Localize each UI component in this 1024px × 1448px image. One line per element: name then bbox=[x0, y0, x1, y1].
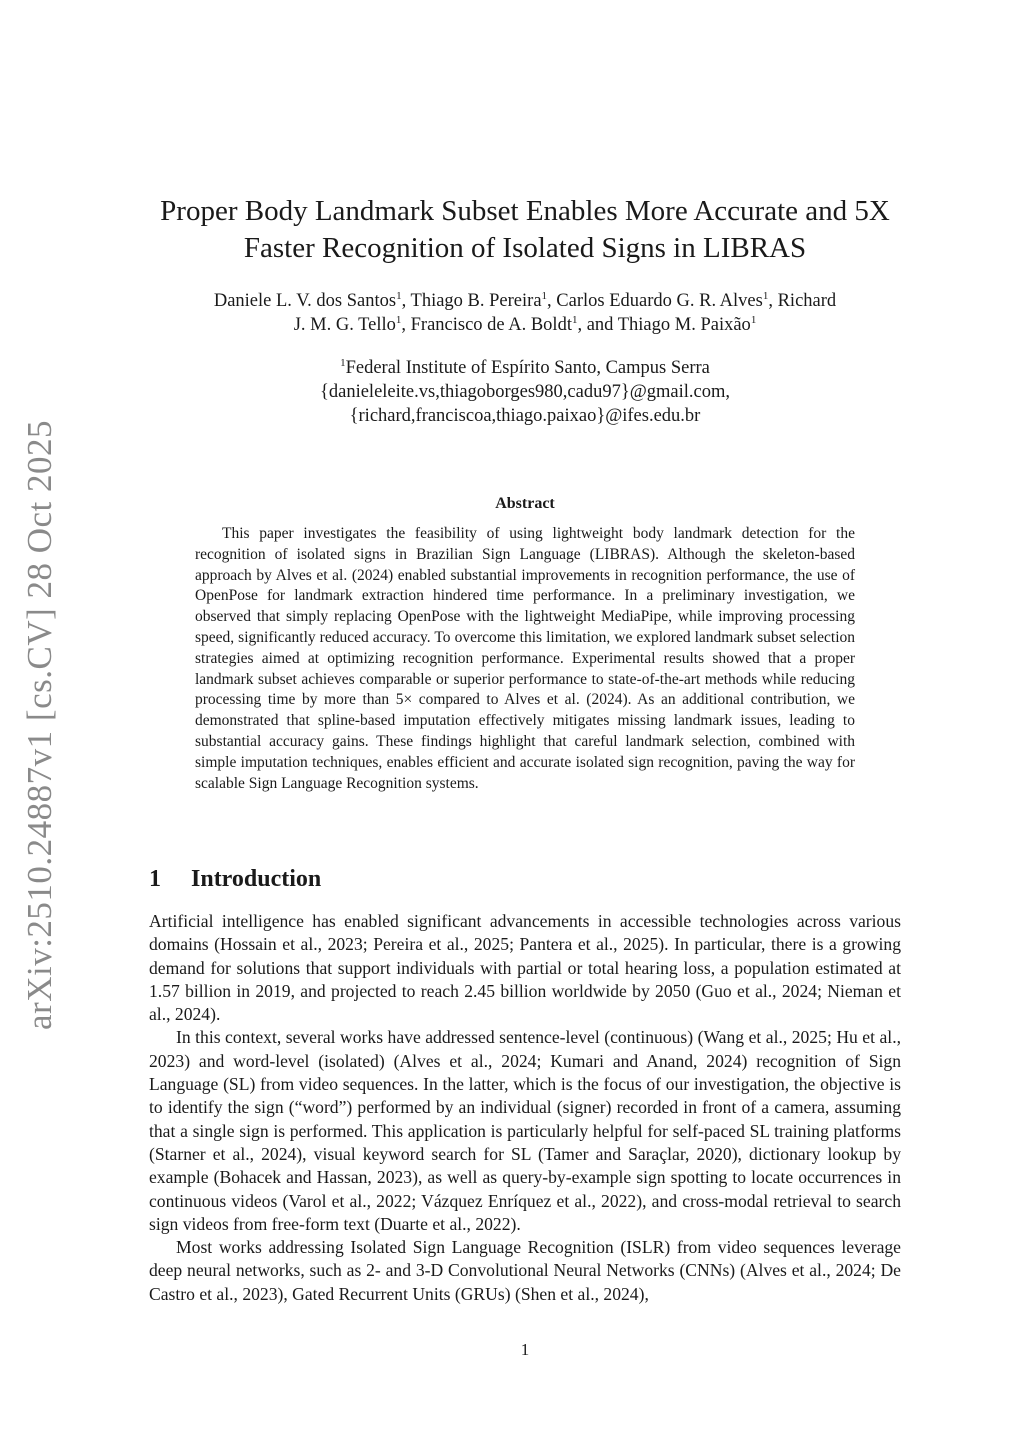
author-list bbox=[149, 289, 901, 337]
affiliation-mark: 1 bbox=[762, 289, 769, 302]
author-name-part: J. M. G. Tello bbox=[293, 315, 396, 335]
author-name: Carlos Eduardo G. R. Alves bbox=[556, 291, 763, 311]
affiliation-email-2: {richard,franciscoa,thiago.paixao}@ifes.edu.br bbox=[349, 406, 701, 426]
affiliation-institution: $^1$Federal Institute of Espírito Santo, Campus Serra bbox=[340, 356, 710, 378]
affiliation-mark: 1 bbox=[750, 313, 757, 326]
affiliation-block bbox=[149, 356, 901, 428]
author-name: Thiago M. Paixão bbox=[617, 315, 751, 335]
paper-title bbox=[149, 193, 901, 267]
introduction-body bbox=[149, 910, 901, 1306]
author-name-part: Richard bbox=[777, 291, 837, 311]
page-number: 1 bbox=[520, 1340, 530, 1359]
author-name: Daniele L. V. dos Santos bbox=[213, 291, 397, 311]
affiliation-mark: 1 bbox=[395, 313, 402, 326]
author-name: Francisco de A. Boldt bbox=[410, 315, 572, 335]
section-title: Introduction bbox=[191, 866, 322, 892]
paragraph: Artificial intelligence has enabled significant advancements in accessible technologies across various domains (Hossain et al., 2023; Pereira et al., 2025; Pantera et al., 2025). In particular, there is a growing demand for solutions that support individuals with partial or total hearing loss, a population estimated at 1.57 billion in 2019, and projected to reach 2.45 billion worldwide by 2050 (Guo et al., 2024; Nieman et al., 2024). bbox=[149, 911, 901, 1025]
section-number: 1 bbox=[149, 866, 161, 892]
author-name: Thiago B. Pereira bbox=[410, 291, 542, 311]
affiliation-email-1: {danieleleite.vs,thiagoborges980,cadu97}@gmail.com, bbox=[319, 382, 730, 402]
author-line-2: J. M. G. Tello$^1$, Francisco de A. Boldt$^1$, and Thiago M. Paixão$^1$ bbox=[293, 313, 757, 335]
title-line-2: Faster Recognition of Isolated Signs in LIBRAS bbox=[243, 232, 807, 264]
affiliation-mark: 1 bbox=[571, 313, 578, 326]
arxiv-side-stamp: arXiv:2510.24887v1 [cs.CV] 28 Oct 2025 bbox=[20, 419, 59, 1030]
affiliation-mark: 1 bbox=[340, 356, 346, 369]
paragraph: Most works addressing Isolated Sign Language Recognition (ISLR) from video sequences leverage deep neural networks, such as 2- and 3-D Convolutional Neural Networks (CNNs) (Alves et al., 2024; De Castro et al., 2023), Gated Recurrent Units (GRUs) (Shen et al., 2024), bbox=[149, 1237, 901, 1304]
abstract-heading: Abstract bbox=[495, 495, 555, 512]
affiliation-mark: 1 bbox=[396, 289, 402, 302]
affiliation-mark: 1 bbox=[541, 289, 548, 302]
section-heading-introduction bbox=[149, 864, 321, 894]
paragraph: In this context, several works have addressed sentence-level (continuous) (Wang et al., 2025; Hu et al., 2023) and word-level (isolated) (Alves et al., 2024; Kumari and Anand, 2024) recognition of Sign Language (SL) from video sequences. In the latter, which is the focus of our investigation, the objective is to identify the sign (“word”) performed by an individual (signer) recorded in front of a camera, assuming that a single sign is performed. This application is particularly helpful for self-paced SL training platforms (Starner et al., 2024), visual keyword search for SL (Tamer and Saraçlar, 2020), dictionary lookup by example (Bohacek and Hassan, 2023), as well as query-by-example sign spotting to locate occurrences in continuous videos (Varol et al., 2022; Vázquez Enríquez et al., 2022), and cross-modal retrieval to search sign videos from free-form text (Duarte et al., 2022). bbox=[149, 1027, 901, 1234]
abstract-text: This paper investigates the feasibility of using lightweight body landmark detection for the recognition of isolated signs in Brazilian Sign Language (LIBRAS). Although the skeleton-based approach by Alves et al. (2024) enabled substantial improvements in recognition performance, the use of OpenPose for landmark extraction hindered time performance. In a preliminary investigation, we observed that simply replacing OpenPose with the lightweight MediaPipe, while improving processing speed, significantly reduced accuracy. To overcome this limitation, we explored landmark subset selection strategies aimed at optimizing recognition performance. Experimental results showed that a proper landmark subset achieves comparable or superior performance to state-of-the-art methods while reducing processing time by more than 5× compared to Alves et al. (2024). As an additional contribution, we demonstrated that spline-based imputation effectively mitigates missing landmark issues, leading to substantial accuracy gains. These findings highlight that careful landmark selection, combined with simple imputation techniques, enables efficient and accurate isolated sign recognition, paving the way for scalable Sign Language Recognition systems. bbox=[195, 525, 855, 792]
author-line-1: Daniele L. V. dos Santos$^1$, Thiago B. Pereira$^1$, Carlos Eduardo G. R. Alves$^1$, Richard bbox=[213, 289, 837, 311]
title-line-1: Proper Body Landmark Subset Enables More Accurate and 5X bbox=[160, 195, 890, 227]
